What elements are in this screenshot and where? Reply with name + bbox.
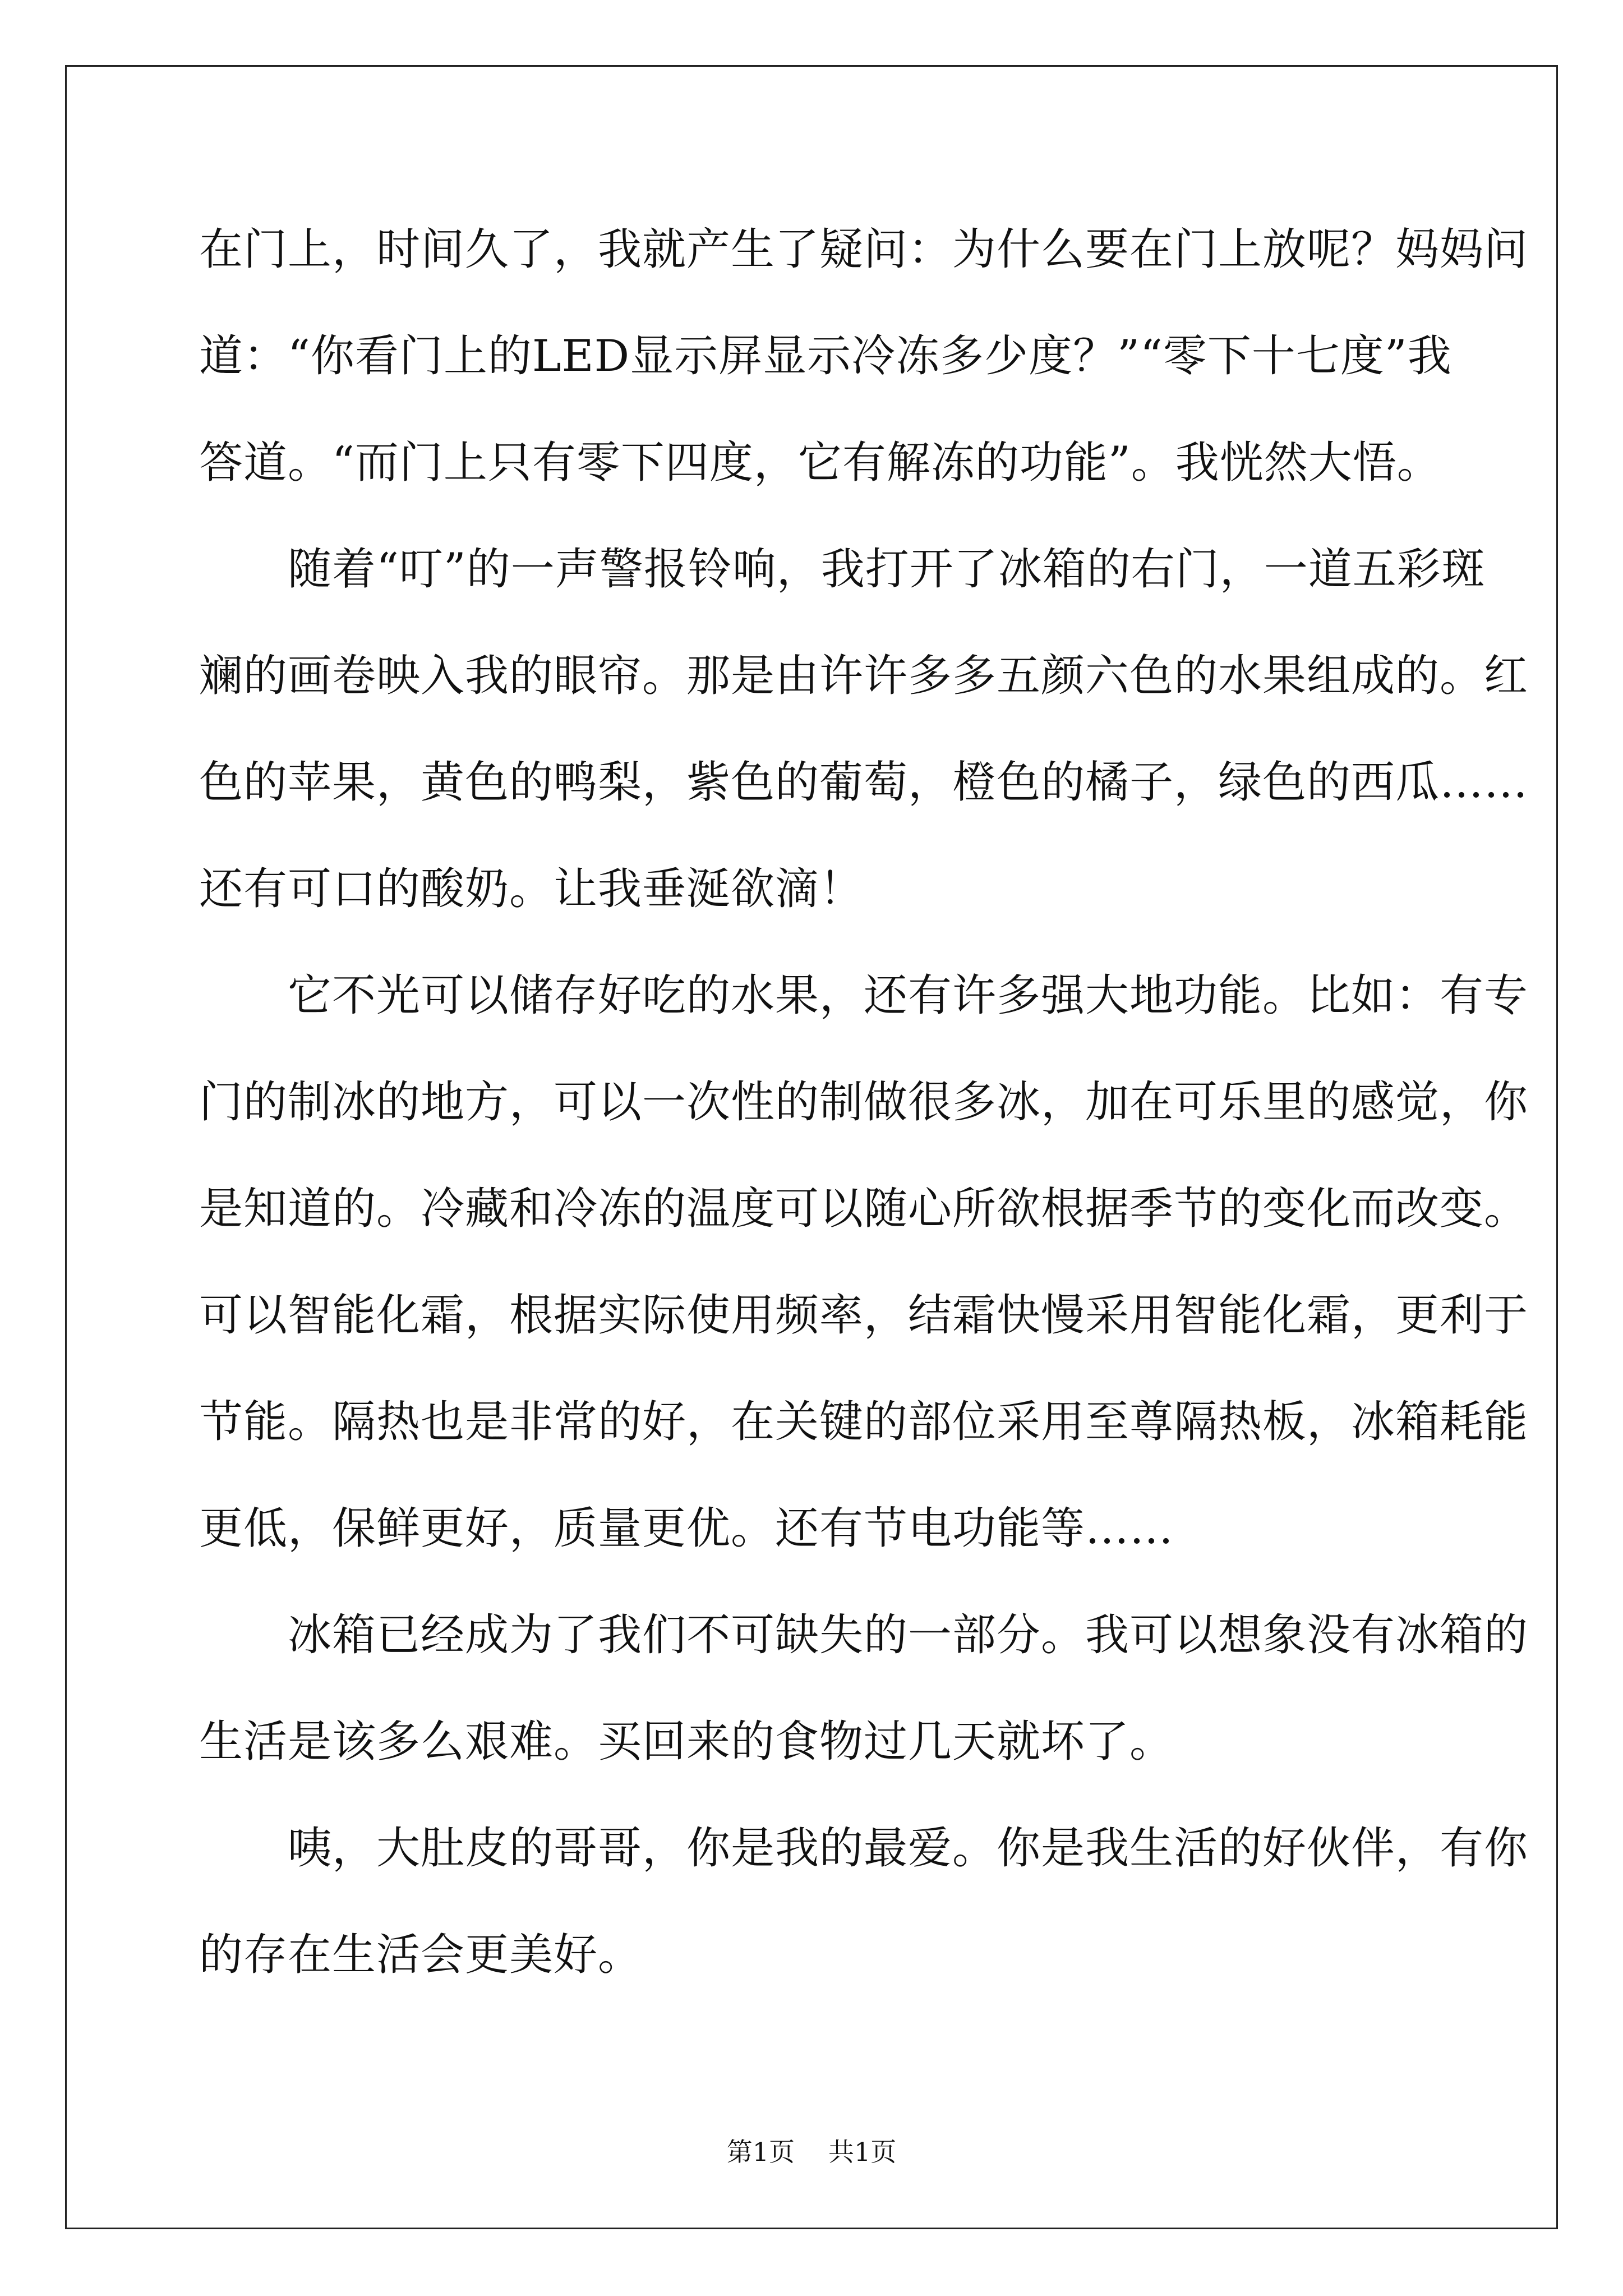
text-line: 还有可口的酸奶。让我垂涎欲滴！ <box>199 864 864 914</box>
text-line: 是知道的。冷藏和冷冻的温度可以随心所欲根据季节的变化而改变。 <box>199 1184 1529 1234</box>
text-line: 生活是该多么艰难。买回来的食物过几天就坏了。 <box>199 1717 1174 1767</box>
text-line: 在门上，时间久了，我就产生了疑问：为什么要在门上放呢？妈妈问 <box>199 224 1529 275</box>
page-number-current: 第1页 <box>726 2137 795 2167</box>
text-line: 随着“叮”的一声警报铃响，我打开了冰箱的右门，一道五彩斑 <box>199 544 1486 595</box>
text-line: 可以智能化霜，根据实际使用频率，结霜快慢采用智能化霜，更利于 <box>199 1290 1529 1341</box>
text-line: 节能。隔热也是非常的好，在关键的部位采用至尊隔热板，冰箱耗能 <box>199 1397 1529 1447</box>
page-number-total: 共1页 <box>828 2137 897 2167</box>
text-line: 更低，保鲜更好，质量更优。还有节电功能等…… <box>199 1503 1174 1554</box>
text-line: 门的制冰的地方，可以一次性的制做很多冰，加在可乐里的感觉，你 <box>199 1077 1529 1128</box>
text-line: 道：“你看门上的LED显示屏显示冷冻多少度？”“零下十七度”我 <box>199 331 1452 381</box>
document-body <box>199 196 1529 2008</box>
text-line: 色的苹果，黄色的鸭梨，紫色的葡萄，橙色的橘子，绿色的西瓜…… <box>199 757 1529 808</box>
text-line: 答道。“而门上只有零下四度，它有解冻的功能”。我恍然大悟。 <box>199 438 1441 488</box>
page-footer <box>0 2132 1623 2169</box>
text-line: 咦，大肚皮的哥哥，你是我的最爱。你是我生活的好伙伴，有你 <box>199 1823 1529 1874</box>
text-line: 冰箱已经成为了我们不可缺失的一部分。我可以想象没有冰箱的 <box>199 1610 1529 1660</box>
text-line: 它不光可以储存好吃的水果，还有许多强大地功能。比如：有专 <box>199 970 1529 1021</box>
text-line: 的存在生活会更美好。 <box>199 1930 643 1980</box>
text-line: 斓的画卷映入我的眼帘。那是由许许多多五颜六色的水果组成的。红 <box>199 651 1529 701</box>
